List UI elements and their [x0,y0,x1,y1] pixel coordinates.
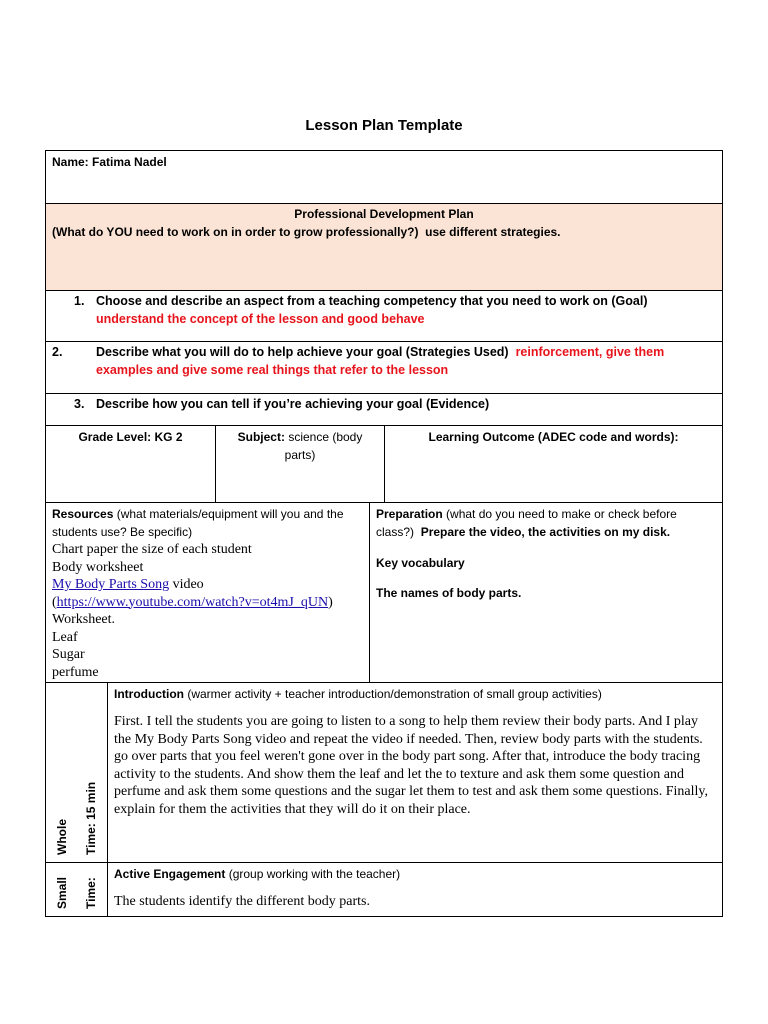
resources-paren: (what materials/equipment will you and the students use? Be specific) [52,507,344,539]
resource-item: Worksheet. [52,612,116,627]
active-engagement-body: The students identify the different body parts. [114,894,370,909]
subject-cell [215,425,385,503]
strategies-row [45,341,723,394]
goal-row [45,290,723,342]
resource-item: Leaf [52,629,78,645]
key-vocabulary-label: Key vocabulary [376,556,465,570]
grade-label: Grade Level: [78,430,152,444]
resource-item: Chart paper the size of each student [52,542,252,557]
video-url-link[interactable]: https://www.youtube.com/watch?v=ot4mJ_qUN [56,594,329,610]
outcome-label: Learning Outcome [428,430,535,444]
pdp-heading: Professional Development Plan [294,207,474,221]
resource-item: Body worksheet [52,559,144,575]
active-engagement-paren: (group working with the teacher) [228,867,401,881]
evidence-prompt: Describe how you can tell if you’re achieving your goal (Evidence) [96,397,490,411]
item-number: 2. [52,345,63,359]
item-number: 1. [74,294,85,308]
active-engagement-heading: Active Engagement [114,867,226,881]
item-number: 3. [74,397,85,411]
url-paren-close: ) [328,594,333,610]
subject-label: Subject: [237,430,285,444]
resources-list [52,541,363,681]
preparation-cell [369,502,723,683]
page-title: Lesson Plan Template [305,117,463,134]
resource-item: perfume [52,664,99,680]
pdp-answer: use different strategies. [425,225,561,239]
goal-answer: understand the concept of the lesson and good behave [96,312,425,326]
small-group-label: Small [55,876,69,909]
introduction-cell [107,682,723,863]
introduction-heading: Introduction [114,687,184,701]
song-suffix: video [169,577,204,592]
strategies-answer: reinforcement, give them examples and give some real things that refer to the lesson [96,345,665,377]
strategies-prompt: Describe what you will do to help achieve your goal (Strategies Used) [96,345,509,359]
small-time-label: Time: [84,877,98,909]
active-engagement-cell [107,862,723,917]
grade-cell [45,425,216,503]
outcome-paren: (ADEC code and words): [537,430,679,444]
whole-group-label: Whole [55,819,69,855]
introduction-paren: (warmer activity + teacher introduction/demonstration of small group activities) [187,687,602,701]
resources-cell [45,502,370,683]
preparation-answer: Prepare the video, the activities on my disk. [420,525,671,539]
resources-label: Resources [52,507,114,521]
song-link[interactable]: My Body Parts Song [52,577,170,592]
preparation-label: Preparation [376,507,443,521]
subject-value: science (body parts) [284,430,363,462]
pdp-question: (What do YOU need to work on in order to grow professionally?) [52,225,419,239]
whole-time-label: Time: 15 min [84,781,98,855]
introduction-body: First. I tell the students you are going to listen to a song to help them review their body parts. And I play the My Body Parts Song video and repeat the video if needed. Then, review body parts with the students. go over parts that you feel weren't gone over in the body part song. After that, introduce the body tracing activity to the students. And show them the leaf and let the to texture and ask them some question and perfume and ask them some questions and the sugar let them to test and ask them some questions. Finally, explain for them the activities that they will do it on their place. [114,714,708,817]
name-label: Name: Fatima Nadel [52,155,167,169]
vocabulary-text: The names of body parts. [376,586,522,600]
name-row [45,150,723,204]
evidence-row [45,393,723,426]
pdp-section [45,203,723,291]
preparation-paren: (what do you need to make or check before class?) [376,507,677,539]
resource-item: Sugar [52,647,85,662]
grade-value: KG 2 [154,430,183,444]
goal-prompt: Choose and describe an aspect from a teaching competency that you need to work on (Goal) [96,294,648,308]
url-paren-open: ( [52,594,57,610]
outcome-cell [384,425,723,503]
